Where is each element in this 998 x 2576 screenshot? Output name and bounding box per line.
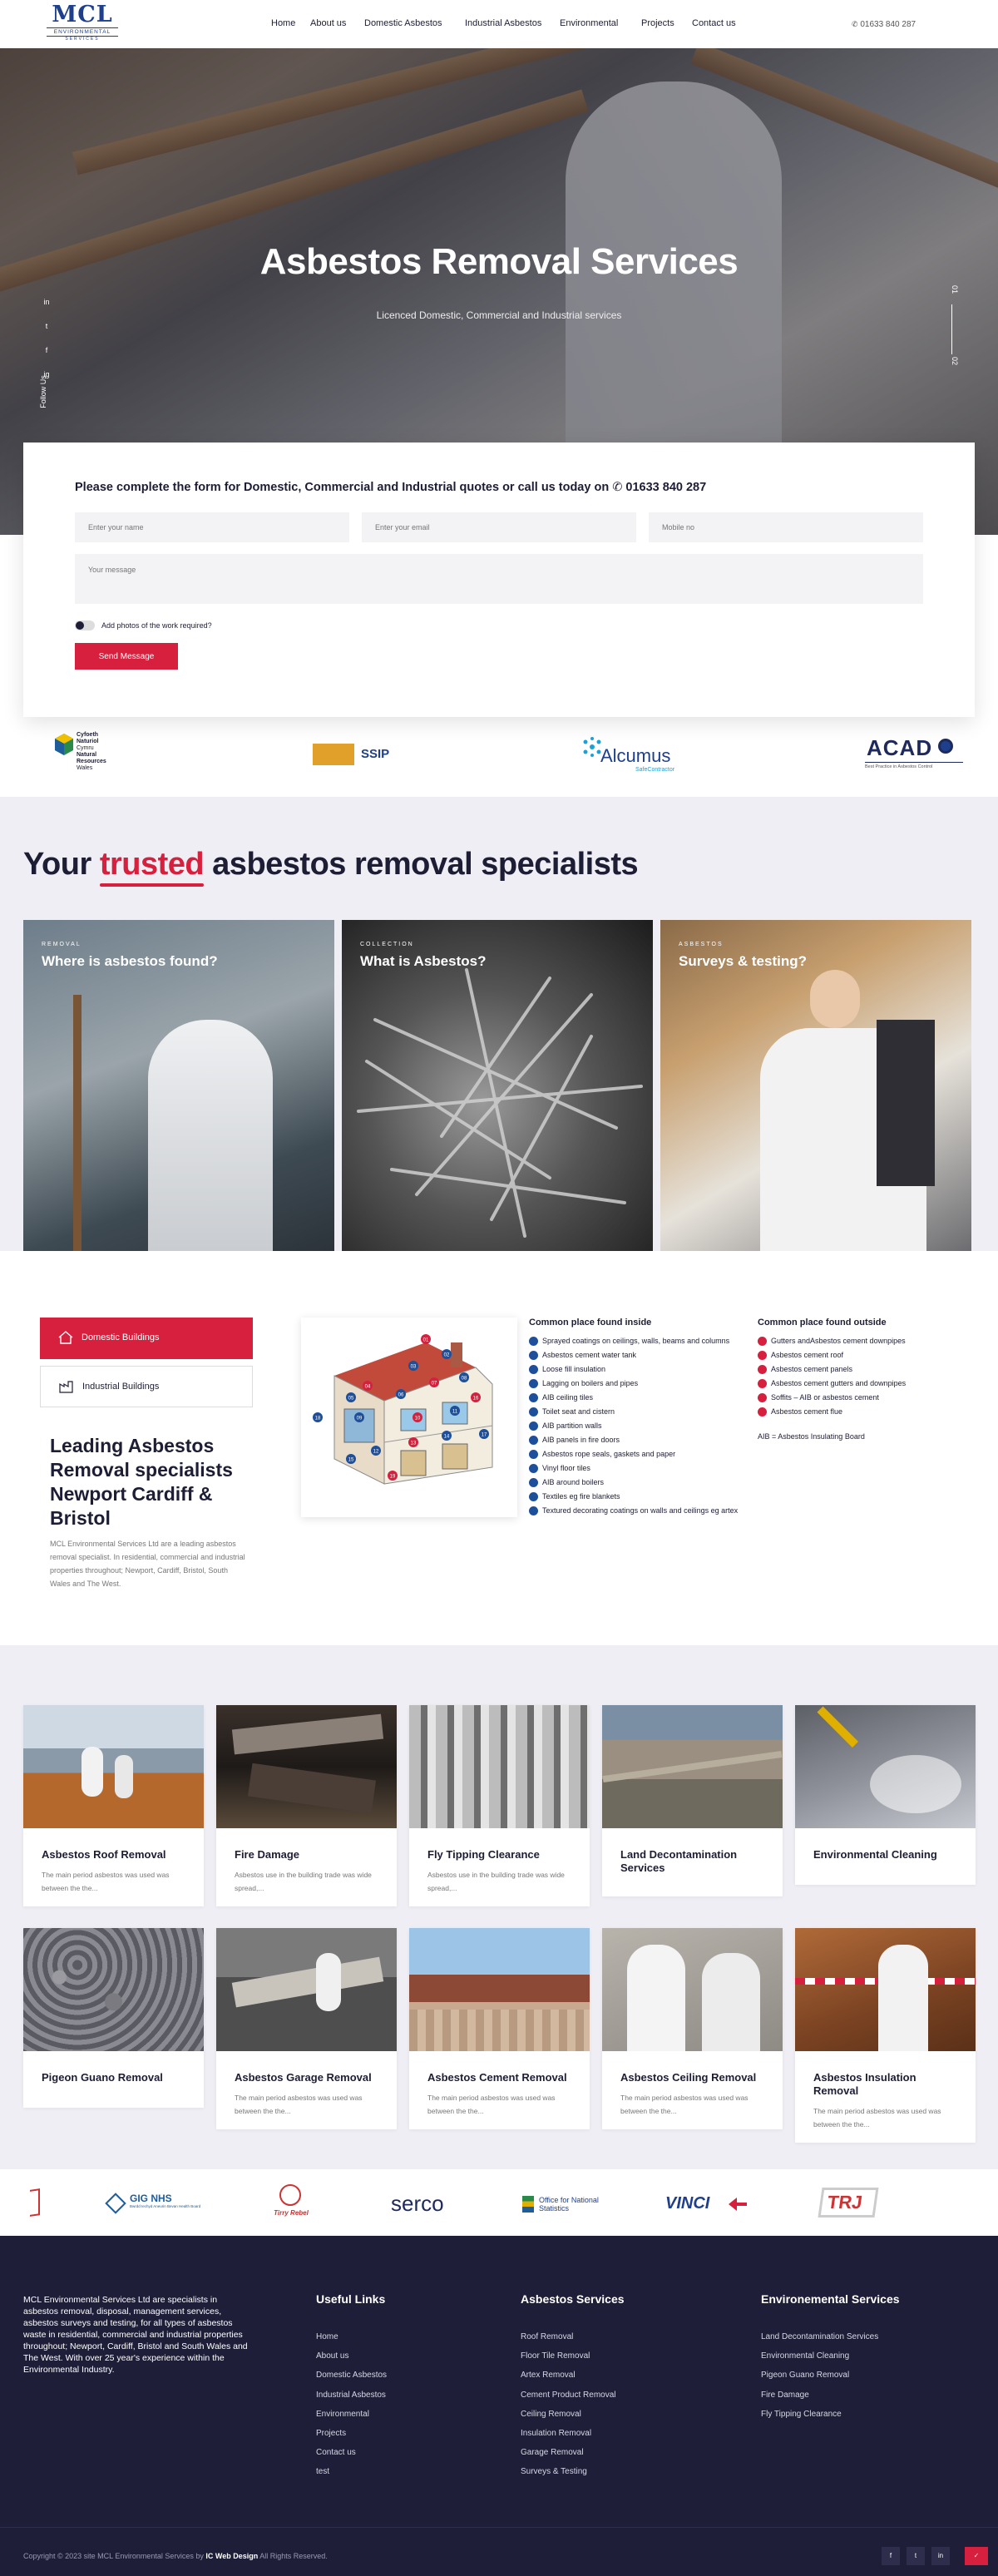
house-marker-number: 07 xyxy=(431,1381,437,1387)
service-card[interactable] xyxy=(602,1928,783,2129)
house-marker-number: 12 xyxy=(373,1449,379,1455)
footer-link[interactable]: Roof Removal xyxy=(521,2332,574,2341)
service-desc: The main period asbestos was used was between the the... xyxy=(813,2107,941,2129)
title-post: asbestos removal specialists xyxy=(212,847,639,882)
ssip-badge-icon xyxy=(313,744,354,765)
nav-contact[interactable]: Contact us xyxy=(692,18,736,28)
copyright xyxy=(23,2552,328,2560)
footer-divider xyxy=(0,2527,998,2528)
form-phone-icon: ✆ xyxy=(612,481,623,494)
service-card[interactable] xyxy=(216,1928,397,2129)
acad-sub: Best Practice in Asbestos Control xyxy=(865,762,963,769)
accreditation-logos xyxy=(0,717,998,797)
footer-link[interactable]: About us xyxy=(316,2351,349,2361)
service-card[interactable] xyxy=(23,1928,204,2108)
house-marker-number: 09 xyxy=(356,1416,363,1421)
pressure-washer xyxy=(817,1706,857,1747)
service-image xyxy=(409,1928,590,2051)
burnt-beam xyxy=(232,1714,383,1755)
footer-link[interactable]: Artex Removal xyxy=(521,2371,576,2381)
card-label: REMOVAL xyxy=(42,942,82,947)
inside-item: Textured decorating coatings on walls and ceilings eg artex xyxy=(529,1504,747,1518)
footer-useful-title: Useful Links xyxy=(316,2292,386,2306)
footer-link[interactable]: Surveys & Testing xyxy=(521,2467,587,2477)
nrw-line: Natural xyxy=(77,752,97,758)
card-label: ASBESTOS xyxy=(679,942,724,947)
footer-asbestos-title: Asbestos Services xyxy=(521,2292,625,2306)
service-card[interactable] xyxy=(795,1928,976,2143)
ssip-logo xyxy=(303,744,419,765)
nhs-mark-icon xyxy=(105,2193,126,2213)
card-title: Surveys & testing? xyxy=(679,953,807,969)
footer-link[interactable]: Domestic Asbestos xyxy=(316,2371,388,2381)
logo-sub: ENVIRONMENTAL xyxy=(47,27,118,37)
house-marker-number: 01 xyxy=(422,1337,429,1343)
house-marker-number: 03 xyxy=(410,1364,417,1370)
house-icon xyxy=(58,1331,73,1344)
send-message-button[interactable]: Send Message xyxy=(75,643,178,670)
house-marker-number: 19 xyxy=(389,1474,396,1480)
tirry-face-icon xyxy=(279,2184,301,2206)
serco-logo: serco xyxy=(391,2191,444,2216)
house-marker-number: 05 xyxy=(348,1396,354,1402)
instagram-icon[interactable]: ig xyxy=(43,370,50,378)
footer-link[interactable]: Environmental Cleaning xyxy=(761,2351,850,2361)
vinci-mark-icon xyxy=(727,2196,748,2213)
specialists-title xyxy=(23,847,638,883)
slide-pagination xyxy=(946,285,963,369)
vinci-logo xyxy=(665,2194,757,2214)
outside-item: Asbestos cement gutters and downpipes xyxy=(758,1377,957,1391)
inside-title: Common place found inside xyxy=(529,1318,652,1328)
house-marker-number: 06 xyxy=(398,1392,404,1398)
service-desc: Asbestos use in the building trade was wide spread,... xyxy=(427,1871,565,1892)
service-card[interactable] xyxy=(409,1705,590,1906)
hero-subtitle: Licenced Domestic, Commercial and Industrial services xyxy=(376,309,622,321)
footer-link[interactable]: Pigeon Guano Removal xyxy=(761,2371,850,2381)
service-desc: The main period asbestos was used was between the the... xyxy=(235,2094,363,2115)
facebook-icon[interactable]: f xyxy=(882,2547,900,2565)
card-surveys-testing[interactable] xyxy=(660,920,971,1251)
common-places-section xyxy=(0,1251,998,1645)
card-where-found[interactable] xyxy=(23,920,334,1251)
footer-link[interactable]: Floor Tile Removal xyxy=(521,2351,590,2361)
service-card[interactable] xyxy=(409,1928,590,2129)
name-input[interactable] xyxy=(75,512,349,542)
nav-about[interactable]: About us xyxy=(310,18,347,28)
footer-link[interactable]: Ceiling Removal xyxy=(521,2409,581,2419)
outside-item: Gutters andAsbestos cement downpipes xyxy=(758,1334,957,1348)
inside-item: Sprayed coatings on ceilings, walls, beams and columns xyxy=(529,1334,747,1348)
inside-item: AIB around boilers xyxy=(529,1476,747,1490)
tab-domestic-buildings[interactable] xyxy=(40,1318,253,1359)
footer-link[interactable]: Environmental xyxy=(316,2409,369,2419)
house-illustration xyxy=(301,1318,517,1517)
nrw-mark-icon xyxy=(55,734,73,755)
follow-us-label: Follow Us xyxy=(38,375,47,408)
footer-about: MCL Environmental Services Ltd are specialists in asbestos removal, disposal, management services, asbestos surveys and testing, for all types of asbestos waste in residential, commercial and industrial properties throughout; Newport, Cardiff, Bristol and South Wales and The West. With over 25 year's experience within the Environmental Industry. xyxy=(23,2295,248,2375)
service-title: Asbestos Garage Removal xyxy=(235,2071,372,2084)
photos-toggle[interactable] xyxy=(75,621,95,630)
nrw-line: Naturiol xyxy=(77,739,99,744)
footer-link[interactable]: test xyxy=(316,2467,330,2477)
message-input[interactable] xyxy=(75,554,923,604)
house-marker-number: 11 xyxy=(452,1409,458,1415)
card-what-is-asbestos[interactable] xyxy=(342,920,653,1251)
service-image xyxy=(795,1928,976,2051)
inside-item: AIB ceiling tiles xyxy=(529,1391,747,1405)
outside-title: Common place found outside xyxy=(758,1318,887,1328)
mcl-logo[interactable] xyxy=(47,3,118,43)
service-image xyxy=(602,1928,783,2051)
burnt-beam xyxy=(248,1763,376,1813)
nhs-sub: Bwrdd Iechyd Aneurin Bevan Health Board xyxy=(130,2204,201,2208)
ons-mark-icon xyxy=(522,2196,534,2213)
worker-figure xyxy=(82,1747,103,1797)
footer-link[interactable]: Land Decontamination Services xyxy=(761,2332,879,2341)
house-marker-number: 18 xyxy=(314,1416,321,1421)
service-desc: The main period asbestos was used was between the the... xyxy=(427,2094,556,2115)
recaptcha-icon: ✓ xyxy=(965,2547,988,2565)
road-strip xyxy=(602,1751,782,1782)
twitter-icon[interactable]: t xyxy=(907,2547,925,2565)
scientist-head xyxy=(810,970,860,1028)
photos-label: Add photos of the work required? xyxy=(101,621,212,630)
trj-logo xyxy=(818,2188,878,2218)
nav-environmental[interactable]: Environmental xyxy=(560,18,619,28)
service-desc: Asbestos use in the building trade was wide spread,... xyxy=(235,1871,372,1892)
facebook-icon[interactable]: f xyxy=(45,346,48,354)
service-image xyxy=(795,1705,976,1828)
water-spray xyxy=(870,1755,961,1813)
inside-item: Asbestos cement water tank xyxy=(529,1348,747,1362)
worker-figure xyxy=(148,1020,273,1251)
footer-link[interactable]: Garage Removal xyxy=(521,2448,584,2458)
title-pre: Your xyxy=(23,847,91,882)
nav-domestic-asbestos[interactable]: Domestic Asbestos xyxy=(364,18,442,28)
leading-text: MCL Environmental Services Ltd are a leading asbestos removal specialist. In residential, commercial and industrial properties throughout; Newport, Cardiff, Bristol, South Wales and The West. xyxy=(50,1540,245,1588)
tirry-text: Tirry Rebel xyxy=(274,2209,309,2217)
header-phone-number: 01633 840 287 xyxy=(860,20,916,29)
header-phone[interactable] xyxy=(852,20,916,29)
service-title: Fly Tipping Clearance xyxy=(427,1848,540,1861)
service-title: Fire Damage xyxy=(235,1848,300,1861)
service-title: Pigeon Guano Removal xyxy=(42,2071,163,2084)
inside-item: Loose fill insulation xyxy=(529,1362,747,1377)
house-marker-number: 14 xyxy=(443,1434,450,1440)
inside-item: Vinyl floor tiles xyxy=(529,1461,747,1476)
inside-list xyxy=(529,1334,747,1518)
footer-env-title: Environemental Services xyxy=(761,2292,900,2306)
house-diagram xyxy=(301,1318,517,1517)
nhs-text: GIG NHS xyxy=(130,2193,172,2204)
worker-figure xyxy=(878,1945,928,2051)
card-label: COLLECTION xyxy=(360,942,414,947)
service-image xyxy=(216,1705,397,1828)
nrw-line: Cyfoeth xyxy=(77,732,99,738)
outside-item: Soffits – AIB or asbestos cement xyxy=(758,1391,957,1405)
worker-figure xyxy=(115,1755,133,1798)
footer-link[interactable]: Fire Damage xyxy=(761,2390,809,2400)
service-card[interactable] xyxy=(216,1705,397,1906)
footer-link[interactable]: Home xyxy=(316,2332,338,2341)
hero-title: Asbestos Removal Services xyxy=(259,241,739,282)
footer-link[interactable]: Industrial Asbestos xyxy=(316,2390,386,2400)
copyright-link[interactable]: IC Web Design xyxy=(205,2552,259,2560)
linkedin-icon[interactable]: in xyxy=(931,2547,950,2565)
service-desc: The main period asbestos was used was between the the... xyxy=(620,2094,748,2115)
worker-figure xyxy=(702,1953,760,2051)
toggle-knob xyxy=(76,621,84,630)
garage-panel xyxy=(232,1957,383,2008)
nrw-line: Cymru xyxy=(77,745,94,751)
site-footer xyxy=(0,2236,998,2576)
house-marker-number: 13 xyxy=(410,1441,417,1446)
footer-link[interactable]: Cement Product Removal xyxy=(521,2390,616,2400)
tab-label: Industrial Buildings xyxy=(82,1382,160,1392)
worker-figure xyxy=(316,1953,341,2011)
alcumus-sub: SafeContractor xyxy=(635,767,675,773)
slide-02[interactable]: 02 xyxy=(951,357,959,366)
outside-item: Asbestos cement panels xyxy=(758,1362,957,1377)
form-title-text: Please complete the form for Domestic, Commercial and Industrial quotes or call us today on xyxy=(75,481,610,494)
phone-icon: ✆ xyxy=(852,20,858,28)
specialists-section xyxy=(0,797,998,1251)
nrw-line: Wales xyxy=(77,765,93,771)
house-marker-number: 16 xyxy=(472,1396,479,1402)
acad-dot-icon xyxy=(938,739,953,754)
window-frame xyxy=(73,995,82,1251)
inside-item: AIB partition walls xyxy=(529,1419,747,1433)
service-desc: The main period asbestos was used was between the the... xyxy=(42,1871,170,1892)
tirry-logo xyxy=(268,2184,314,2222)
footer-link[interactable]: Projects xyxy=(316,2429,347,2439)
copyright-pre: Copyright © 2023 site MCL Environmental Services by xyxy=(23,2552,204,2560)
microscope xyxy=(877,1020,935,1186)
inside-item: Toilet seat and cistern xyxy=(529,1405,747,1419)
quote-form-card xyxy=(23,443,975,717)
service-card[interactable] xyxy=(23,1705,204,1906)
nav-projects[interactable]: Projects xyxy=(641,18,674,28)
nav-home[interactable]: Home xyxy=(271,18,296,28)
ons-text: Office for National Statistics xyxy=(539,2196,599,2213)
outside-list xyxy=(758,1334,957,1419)
service-card[interactable] xyxy=(795,1705,976,1885)
outside-item: Asbestos cement flue xyxy=(758,1405,957,1419)
house-marker-number: 02 xyxy=(443,1352,450,1358)
footer-link[interactable]: Contact us xyxy=(316,2448,356,2458)
footer-link[interactable]: Fly Tipping Clearance xyxy=(761,2409,842,2419)
cement-sheets xyxy=(409,2010,590,2051)
tab-industrial-buildings[interactable] xyxy=(40,1366,253,1407)
service-title: Asbestos Roof Removal xyxy=(42,1848,166,1861)
slide-01[interactable]: 01 xyxy=(951,285,959,294)
service-image xyxy=(23,1705,204,1828)
inside-item: AIB panels in fire doors xyxy=(529,1433,747,1447)
ons-logo xyxy=(522,2194,622,2214)
house-marker-number: 10 xyxy=(414,1416,421,1421)
worker-figure xyxy=(627,1945,685,2051)
service-image xyxy=(23,1928,204,2051)
house-marker-number: 08 xyxy=(461,1376,467,1382)
house-marker-number: 15 xyxy=(348,1457,354,1463)
footer-asbestos-links xyxy=(521,2327,616,2482)
linkedin-icon[interactable]: in xyxy=(43,298,50,306)
footer-env-links xyxy=(761,2327,878,2424)
client-logo-partial xyxy=(30,2188,40,2217)
house-marker-number: 04 xyxy=(364,1384,371,1390)
house-marker-number: 17 xyxy=(481,1432,487,1438)
site-header xyxy=(0,0,998,48)
client-logos xyxy=(0,2169,998,2236)
title-highlight: trusted xyxy=(99,847,205,882)
vinci-text: VINCI xyxy=(665,2194,710,2213)
service-title: Asbestos Cement Removal xyxy=(427,2071,567,2084)
service-image xyxy=(409,1705,590,1828)
nav-industrial-asbestos[interactable]: Industrial Asbestos xyxy=(465,18,542,28)
footer-link[interactable]: Insulation Removal xyxy=(521,2429,592,2439)
service-card[interactable] xyxy=(602,1705,783,1896)
service-title: Asbestos Ceiling Removal xyxy=(620,2071,757,2084)
inside-item: Asbestos rope seals, gaskets and paper xyxy=(529,1447,747,1461)
logo-main: MCL xyxy=(52,2,113,27)
acad-logo xyxy=(865,735,965,777)
outside-item: Asbestos cement roof xyxy=(758,1348,957,1362)
email-input[interactable] xyxy=(362,512,636,542)
card-title: Where is asbestos found? xyxy=(42,953,218,969)
service-title: Environmental Cleaning xyxy=(813,1848,937,1861)
twitter-icon[interactable]: t xyxy=(45,322,48,330)
acad-text: ACAD xyxy=(867,735,933,760)
alcumus-text: Alcumus xyxy=(600,745,671,766)
factory-icon xyxy=(59,1380,74,1393)
nrw-line: Resources xyxy=(77,759,106,764)
services-grid xyxy=(0,1645,998,2169)
form-phone[interactable]: 01633 840 287 xyxy=(625,481,707,494)
copyright-post: All Rights Reserved. xyxy=(259,2552,328,2560)
nhs-logo xyxy=(108,2191,208,2216)
service-title: Asbestos Insulation Removal xyxy=(813,2071,916,2097)
ssip-text: SSIP xyxy=(361,747,390,761)
service-title: Land Decontamination Services xyxy=(620,1848,738,1874)
footer-useful-links xyxy=(316,2327,387,2482)
trj-text: TRJ xyxy=(826,2192,864,2213)
card-title: What is Asbestos? xyxy=(360,953,487,969)
tab-label: Domestic Buildings xyxy=(82,1332,160,1342)
alcumus-logo xyxy=(577,737,694,774)
slide-line xyxy=(951,304,952,354)
logo-sub2: SERVICES xyxy=(65,37,100,42)
inside-item: Lagging on boilers and pipes xyxy=(529,1377,747,1391)
nrw-logo xyxy=(55,732,130,779)
leading-title: Leading Asbestos Removal specialists Newport Cardiff & Bristol xyxy=(50,1435,233,1529)
aib-note: AIB = Asbestos Insulating Board xyxy=(758,1432,865,1441)
mobile-input[interactable] xyxy=(649,512,923,542)
form-title xyxy=(75,481,706,494)
inside-item: Textiles eg fire blankets xyxy=(529,1490,747,1504)
service-image xyxy=(602,1705,783,1828)
service-image xyxy=(216,1928,397,2051)
